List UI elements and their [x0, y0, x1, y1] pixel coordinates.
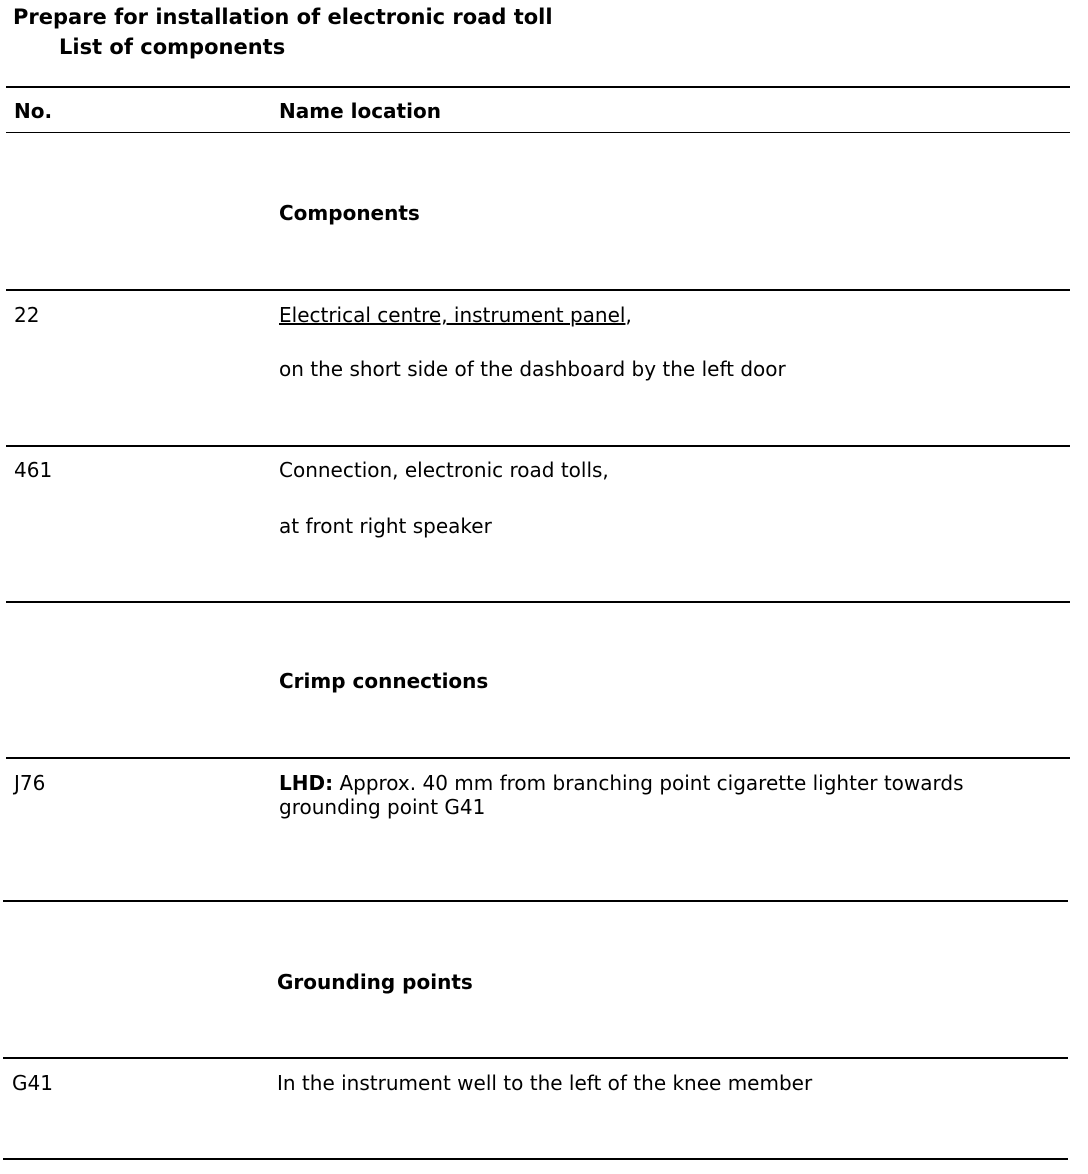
table-row-22-name: [279, 303, 632, 327]
j76-description: Approx. 40 mm from branching point cigarette lighter towards grounding point G41: [279, 771, 964, 819]
doc-title: Prepare for installation of electronic road toll: [13, 5, 553, 29]
header-name-location: Name location: [279, 99, 441, 123]
electrical-centre-link[interactable]: Electrical centre, instrument panel: [279, 303, 626, 327]
doc-subtitle: List of components: [59, 35, 286, 59]
table-row-j76-text: [279, 771, 1059, 819]
row-22-rule: [6, 445, 1070, 447]
header-bottom-rule: [6, 132, 1070, 133]
table-row-22-location: on the short side of the dashboard by the left door: [279, 357, 786, 381]
section-components-rule: [6, 289, 1070, 291]
row-j76-rule: [3, 900, 1068, 902]
section-components: Components: [279, 201, 420, 225]
table-row-22-no: 22: [14, 303, 40, 327]
table-top-rule: [6, 86, 1070, 88]
table-row-g41-text: In the instrument well to the left of the knee member: [277, 1071, 813, 1095]
table-row-461-location: at front right speaker: [279, 514, 492, 538]
row-461-rule: [6, 601, 1070, 603]
name-suffix: ,: [625, 303, 632, 327]
header-no: No.: [14, 99, 53, 123]
table-row-g41-no: G41: [12, 1071, 53, 1095]
lhd-label: LHD:: [279, 771, 334, 795]
section-crimp-rule: [6, 757, 1070, 759]
table-row-j76-no: J76: [14, 771, 46, 795]
table-bottom-rule: [3, 1158, 1068, 1160]
section-grounding-points: Grounding points: [277, 970, 473, 994]
section-crimp-connections: Crimp connections: [279, 669, 489, 693]
section-grounding-rule: [3, 1057, 1068, 1059]
table-row-461-no: 461: [14, 458, 53, 482]
table-row-461-name: Connection, electronic road tolls,: [279, 458, 609, 482]
